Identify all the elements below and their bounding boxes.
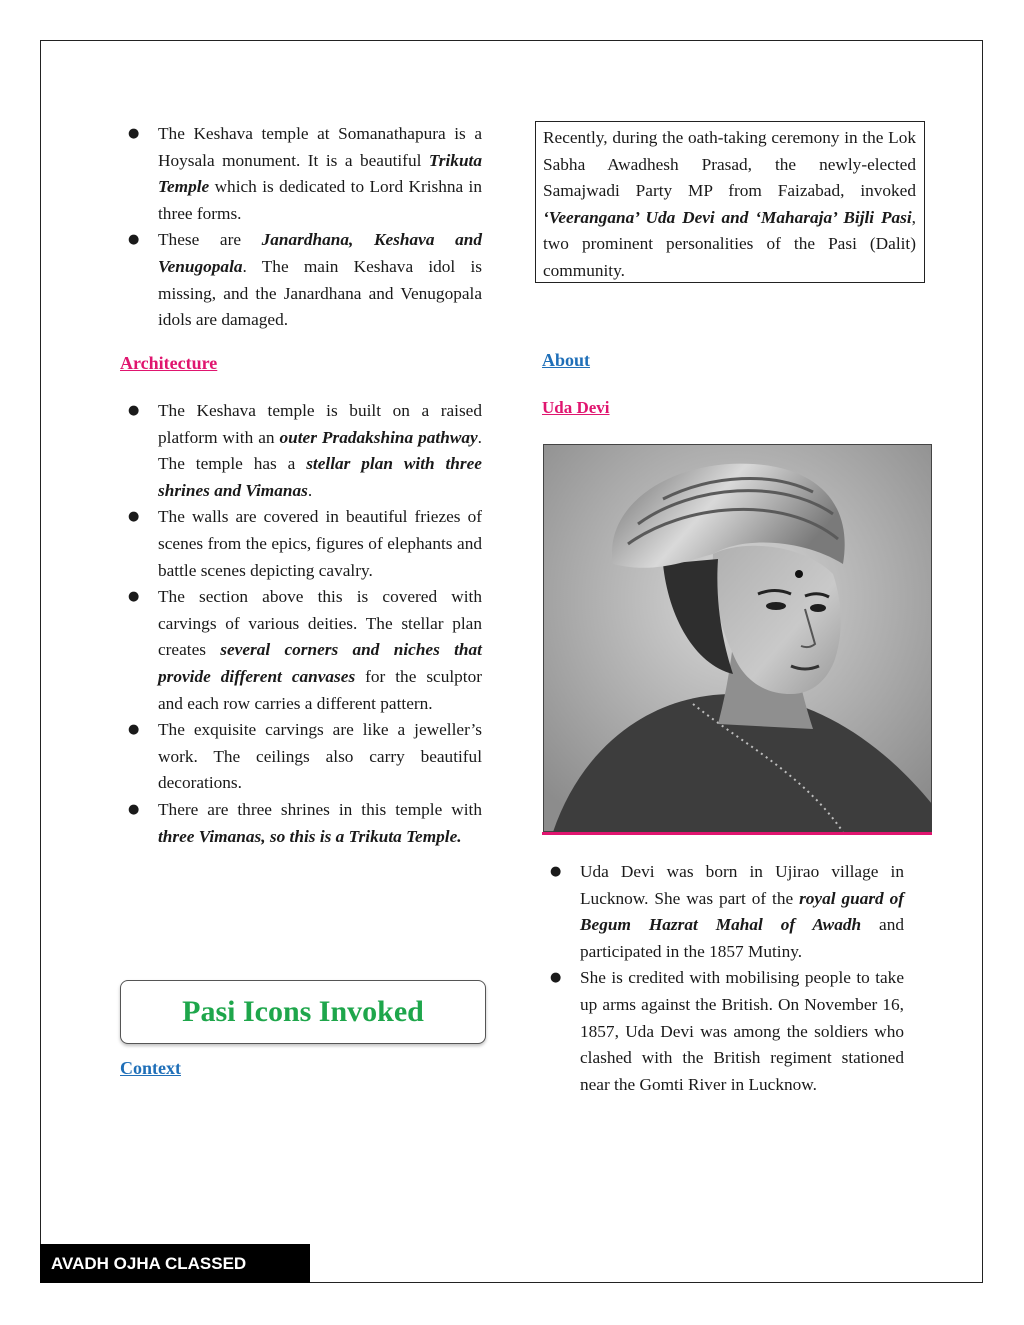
intro-bullet-list: [120, 121, 482, 334]
list-item: [120, 227, 482, 333]
text-run: Recently, during the oath-taking ceremony in the Lok Sabha Awadhesh Prasad, the newly-elected Samajwadi Party MP from Faizabad, invoked: [543, 128, 916, 201]
recent-news-box: [535, 121, 925, 283]
list-item: [120, 584, 482, 717]
text-run: The Keshava temple is built on a raised platform with an: [158, 401, 482, 447]
text-run: which is dedicated to Lord Krishna in three forms.: [158, 177, 482, 223]
emphasis-text: three Vimanas, so this is a Trikuta Temple.: [158, 826, 462, 846]
text-run: The exquisite carvings are like a jeweller’s work. The ceilings also carry beautiful decorations.: [158, 720, 482, 793]
text-run: The walls are covered in beautiful friezes of scenes from the epics, figures of elephants and battle scenes depicting cavalry.: [158, 507, 482, 580]
uda-devi-bullet-list: [542, 859, 904, 1098]
architecture-section: [120, 398, 482, 850]
list-item: [120, 504, 482, 584]
text-run: Uda Devi was born in Ujirao village in Lucknow. She was part of the: [580, 862, 904, 908]
list-item: [120, 398, 482, 504]
architecture-bullet-list: [120, 398, 482, 850]
section-banner: [120, 980, 486, 1044]
divider: [542, 832, 932, 835]
intro-section: [120, 121, 482, 334]
uda-devi-section: [542, 859, 904, 1098]
text-run: for the sculptor and each row carries a different pattern.: [158, 666, 482, 713]
text-run: , two prominent personalities of the Pasi (Dalit) community.: [543, 207, 916, 280]
list-item: [120, 717, 482, 797]
text-run: . The main Keshava idol is missing, and the Janardhana and Venugopala idols are damaged.: [158, 256, 482, 330]
text-run: The Keshava temple at Somanathapura is a Hoysala monument. It is a beautiful: [158, 124, 482, 170]
banner-title: Pasi Icons Invoked: [182, 995, 424, 1028]
uda-devi-portrait: [543, 444, 932, 832]
text-run: There are three shrines in this temple with: [158, 799, 482, 819]
emphasis-text: Trikuta Temple: [158, 150, 482, 197]
architecture-heading: Architecture: [120, 353, 218, 373]
text-run: .: [307, 480, 313, 500]
emphasis-text: several corners and niches that provide different canvases: [158, 640, 482, 686]
emphasis-text: Janardhana, Keshava and Venugopala: [158, 230, 482, 276]
list-item: [120, 121, 482, 227]
emphasis-text: outer Pradakshina pathway: [279, 427, 478, 447]
list-item: [120, 797, 482, 850]
emphasis-text: ‘Veerangana’ Uda Devi and ‘Maharaja’ Bijli Pasi: [543, 207, 912, 227]
text-run: The section above this is covered with carvings of various deities. The stellar plan creates: [158, 587, 482, 660]
text-run: . The temple has a: [158, 427, 482, 474]
text-run: She is credited with mobilising people to take up arms against the British. On November 16, 1857, Uda Devi was among the soldiers who clashed with the British regiment stationed near the Gomti River in Lucknow.: [580, 968, 904, 1094]
text-run: These are: [158, 230, 262, 250]
uda-devi-heading: Uda Devi: [542, 398, 610, 417]
list-item: [542, 859, 904, 965]
emphasis-text: stellar plan with three shrines and Vimanas: [158, 454, 482, 500]
emphasis-text: royal guard of Begum Hazrat Mahal of Awadh: [580, 888, 904, 935]
text-run: and participated in the 1857 Mutiny.: [580, 915, 904, 961]
list-item: [542, 965, 904, 1098]
about-heading: About: [542, 350, 591, 370]
footer-label: AVADH OJHA CLASSED: [40, 1244, 310, 1283]
context-heading: Context: [120, 1058, 181, 1078]
